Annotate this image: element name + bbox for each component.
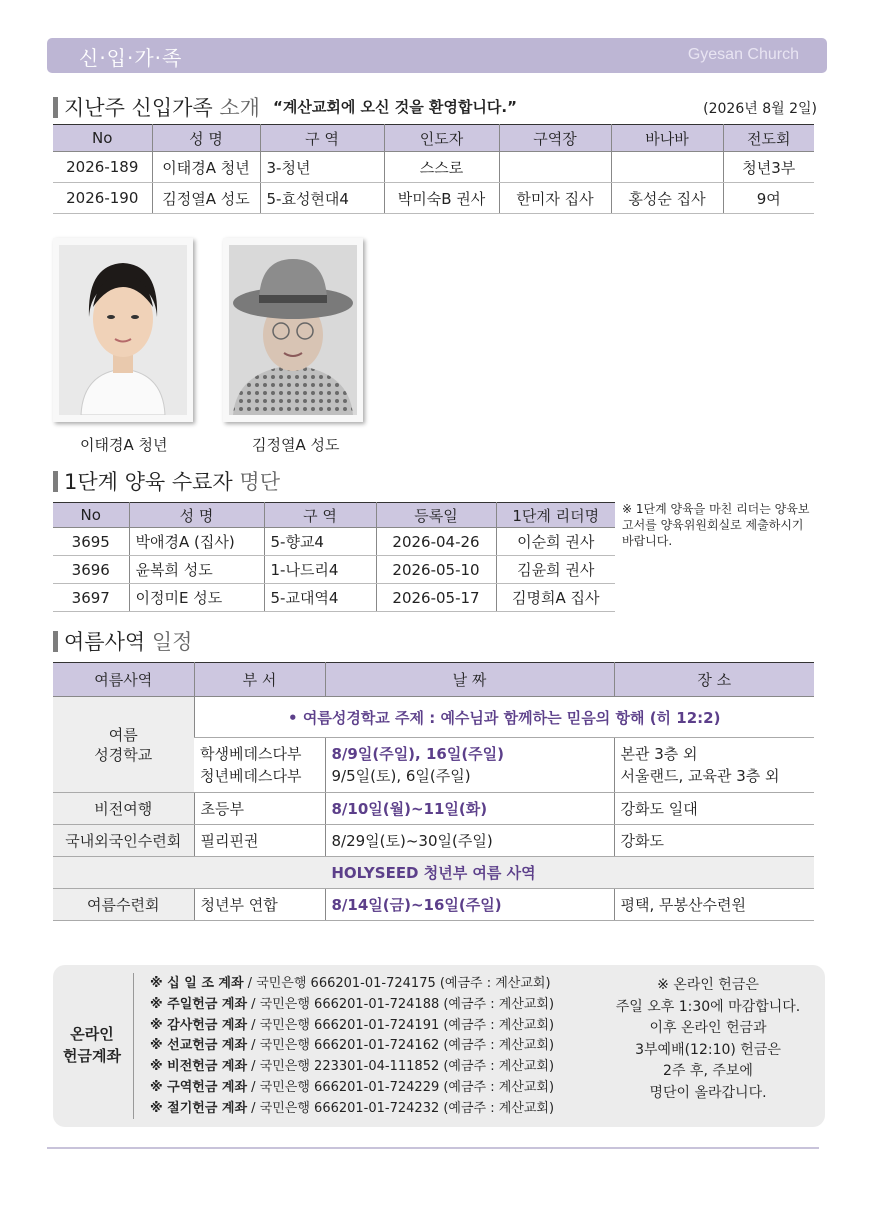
table-cell: 청년3부	[723, 152, 814, 183]
table-cell: 강화도 일대	[614, 793, 814, 825]
section-title-training: 1단계 양육 수료자 명단	[53, 466, 280, 496]
col-header: 날 짜	[325, 663, 614, 697]
vbs-date-cell: 8/9일(주일), 16일(주일) 9/5일(토), 6일(주일)	[325, 738, 614, 793]
list-item: ※ 주일헌금 계좌 / 국민은행 666201-01-724188 (예금주 : 계산교회)	[150, 996, 555, 1012]
section-bar	[53, 631, 58, 652]
vbs-label-cell: 여름 성경학교	[53, 697, 194, 793]
table-cell: 국내외국인수련회	[53, 825, 194, 857]
table-row	[53, 825, 814, 857]
table-header-row	[53, 125, 814, 152]
table-cell: 강화도	[614, 825, 814, 857]
vbs-place-cell: 본관 3층 외 서울랜드, 교육관 3층 외	[614, 738, 814, 793]
col-header: 등록일	[376, 503, 496, 528]
table-cell: 2026-05-17	[376, 584, 496, 612]
table-row	[53, 528, 615, 556]
table-cell: 1-나드리4	[264, 556, 376, 584]
table-cell: 윤복희 성도	[129, 556, 264, 584]
online-offering-box	[53, 965, 825, 1127]
table-cell: 비전여행	[53, 793, 194, 825]
table-cell: 2026-04-26	[376, 528, 496, 556]
col-header: 성 명	[129, 503, 264, 528]
table-cell: 김명희A 집사	[496, 584, 615, 612]
training-note: ※ 1단계 양육을 마친 리더는 양육보고서를 양육위원회실로 제출하시기 바랍니다.	[622, 502, 810, 548]
table-cell	[499, 152, 611, 183]
col-header: 구역장	[499, 125, 611, 152]
training-table	[53, 502, 615, 612]
table-cell: 이순희 권사	[496, 528, 615, 556]
offering-notice: ※ 온라인 헌금은 주일 오후 1:30에 마감합니다. 이후 온라인 헌금과 3부예배(12:10) 헌금은 2주 후, 주보에 명단이 올라갑니다.	[615, 977, 801, 1101]
table-row	[53, 697, 814, 738]
table-cell: 2026-05-10	[376, 556, 496, 584]
photo-caption-2: 김정열A 성도	[252, 436, 340, 454]
table-cell: 2026-190	[53, 183, 152, 214]
section-bar	[53, 471, 58, 492]
col-header: 인도자	[384, 125, 499, 152]
bulletin-date: (2026년 8월 2일)	[703, 101, 817, 117]
col-header: No	[53, 125, 152, 152]
table-cell	[611, 152, 723, 183]
list-item: ※ 십 일 조 계좌 / 국민은행 666201-01-724175 (예금주 : 계산교회)	[150, 976, 551, 991]
col-header: 구 역	[264, 503, 376, 528]
section-title-summer: 여름사역 일정	[53, 626, 192, 656]
table-row	[53, 584, 615, 612]
table-cell: 3697	[53, 584, 129, 612]
portrait-woman-icon	[59, 245, 187, 415]
page-header	[47, 38, 827, 73]
table-cell: 3696	[53, 556, 129, 584]
col-header: 장 소	[614, 663, 814, 697]
table-cell: 김윤희 권사	[496, 556, 615, 584]
table-cell: 8/14일(금)~16일(주일)	[325, 889, 614, 921]
section-bar	[53, 97, 58, 118]
table-cell: 3-청년	[260, 152, 384, 183]
member-photo-2	[223, 238, 363, 422]
header-brand: Gyesan Church	[687, 46, 799, 63]
holyseed-band: HOLYSEED 청년부 여름 사역	[53, 857, 814, 889]
table-row	[53, 793, 814, 825]
list-item: ※ 비전헌금 계좌 / 국민은행 223301-04-111852 (예금주 : 계산교회)	[150, 1059, 555, 1075]
list-item: ※ 선교헌금 계좌 / 국민은행 666201-01-724162 (예금주 : 계산교회)	[150, 1038, 555, 1054]
member-photo-1	[53, 238, 193, 422]
table-row	[53, 183, 814, 214]
portrait-woman-hat-icon	[229, 245, 357, 415]
col-header: 전도회	[723, 125, 814, 152]
list-item: ※ 절기헌금 계좌 / 국민은행 666201-01-724232 (예금주 : 계산교회)	[150, 1100, 555, 1116]
col-header: 1단계 리더명	[496, 503, 615, 528]
table-row	[53, 889, 814, 921]
header-title: 신·입·가·족	[79, 46, 183, 70]
col-header: No	[53, 503, 129, 528]
table-cell: 이정미E 성도	[129, 584, 264, 612]
table-cell: 홍성순 집사	[611, 183, 723, 214]
table-cell: 한미자 집사	[499, 183, 611, 214]
table-cell: 8/29일(토)~30일(주일)	[325, 825, 614, 857]
col-header: 바나바	[611, 125, 723, 152]
table-cell: 스스로	[384, 152, 499, 183]
table-cell: 2026-189	[53, 152, 152, 183]
offering-label: 온라인 헌금계좌	[63, 1025, 121, 1065]
bottom-divider	[47, 1147, 819, 1149]
table-cell: 5-향교4	[264, 528, 376, 556]
table-cell: 3695	[53, 528, 129, 556]
list-item: ※ 감사헌금 계좌 / 국민은행 666201-01-724191 (예금주 : 계산교회)	[150, 1017, 555, 1033]
summer-schedule-table	[53, 662, 814, 921]
new-family-table	[53, 124, 814, 214]
table-row	[53, 152, 814, 183]
vbs-dept-cell: 학생베데스다부 청년베데스다부	[194, 738, 325, 793]
table-header-row	[53, 503, 615, 528]
table-row	[53, 857, 814, 889]
divider	[133, 973, 134, 1119]
table-cell: 박애경A (집사)	[129, 528, 264, 556]
welcome-message: “계산교회에 오신 것을 환영합니다.”	[273, 98, 517, 116]
table-cell: 9여	[723, 183, 814, 214]
col-header: 성 명	[152, 125, 260, 152]
vbs-theme: • 여름성경학교 주제 : 예수님과 함께하는 믿음의 항해 (히 12:2)	[194, 697, 814, 738]
photo-caption-1: 이태경A 청년	[80, 436, 168, 454]
list-item: ※ 구역헌금 계좌 / 국민은행 666201-01-724229 (예금주 : 계산교회)	[150, 1079, 555, 1095]
table-cell: 여름수련회	[53, 889, 194, 921]
table-cell: 김정열A 성도	[152, 183, 260, 214]
col-header: 구 역	[260, 125, 384, 152]
section-title-new-family: 지난주 신입가족 소개	[53, 92, 260, 122]
table-header-row	[53, 663, 814, 697]
table-cell: 필리핀권	[194, 825, 325, 857]
table-cell: 8/10일(월)~11일(화)	[325, 793, 614, 825]
table-cell: 이태경A 청년	[152, 152, 260, 183]
account-list	[150, 974, 554, 1120]
col-header: 여름사역	[53, 663, 194, 697]
table-cell: 평택, 무봉산수련원	[614, 889, 814, 921]
table-cell: 청년부 연합	[194, 889, 325, 921]
col-header: 부 서	[194, 663, 325, 697]
table-cell: 5-효성현대4	[260, 183, 384, 214]
table-cell: 초등부	[194, 793, 325, 825]
table-cell: 박미숙B 권사	[384, 183, 499, 214]
table-row	[53, 556, 615, 584]
table-cell: 5-교대역4	[264, 584, 376, 612]
